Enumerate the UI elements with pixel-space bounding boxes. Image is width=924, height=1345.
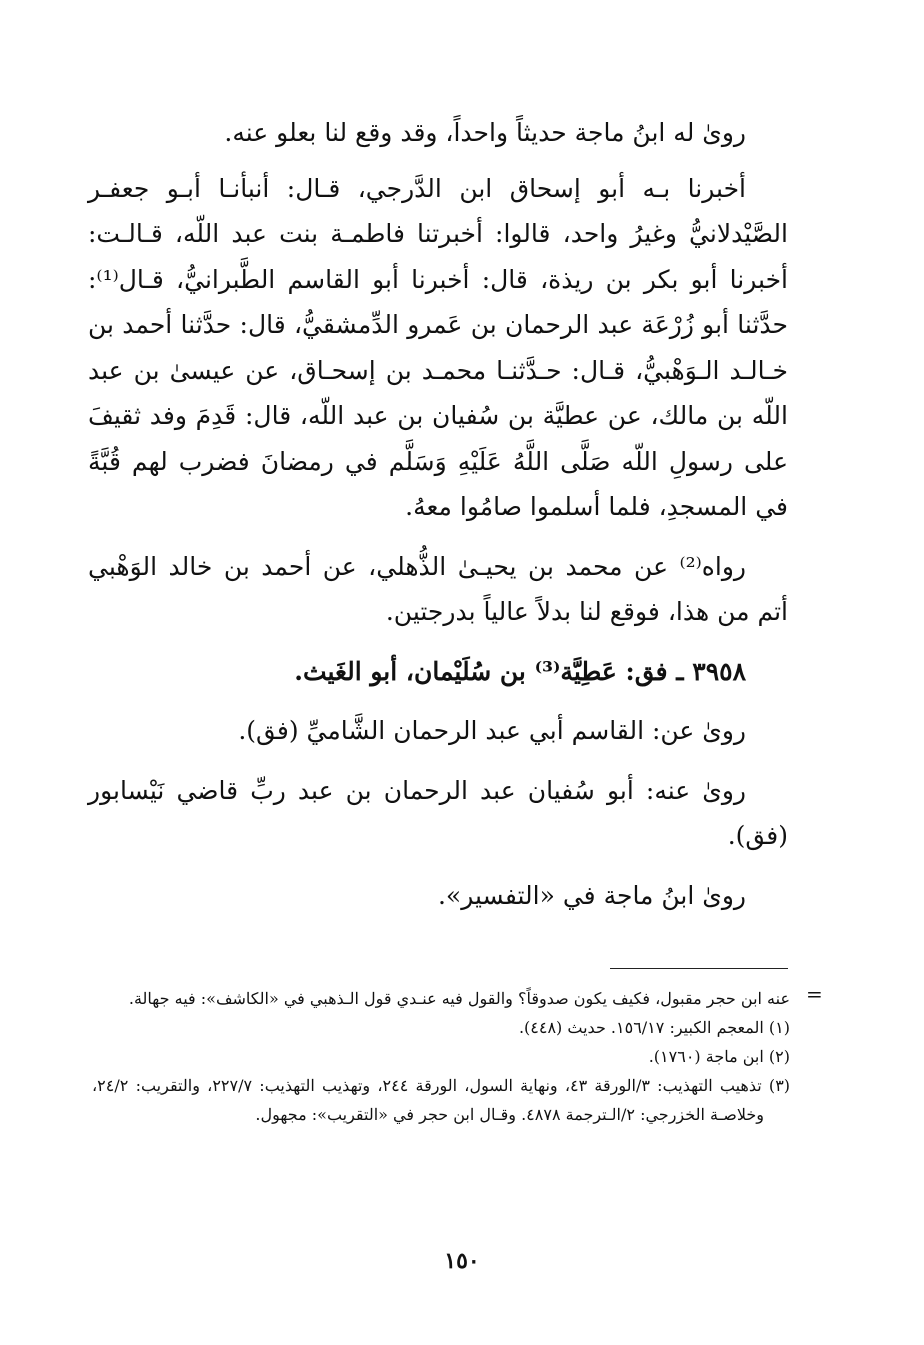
main-text [88, 110, 788, 932]
ibn-majah-note: رویٰ ابنُ ماجة في «التفسير». [437, 880, 746, 910]
transmission-paragraph: رواه⁽²⁾ عن محمد بن يحيـىٰ الذُّهلي، عن أحمد بن خالد الوَهْبي أتم من هذا، فوقع لنا بدلاً عالياً بدرجتين. [88, 551, 788, 626]
isnad-paragraph: أخبرنا بـه أبو إسحاق ابن الدَّرجي، قـال: أنبأنـا أبـو جعفـر الصَّيْدلانيُّ وغيرُ واحد، قالوا: أخبرتنا فاطمـة بنت عبد اللّه، قـالـت: أخبرنا أبو بكر بن ريذة، قال: أخبرنا أبو القاسم الطَّبرانيُّ، قـال⁽¹⁾: حدَّثنا أبو زُرْعَة عبد الرحمان بن عَمرو الدِّمشقيُّ، قال: حدَّثنا أحمد بن خـالـد الـوَهْبيُّ، قـال: حـدَّثنـا محمـد بن إسحـاق، عن عيسىٰ بن عبد اللّه بن مالك، عن عطيَّة بن سُفيان بن عبد اللّه، قال: قَدِمَ وفد ثقيفَ على رسولِ اللّه صَلَّى اللَّهُ عَلَيْهِ وَسَلَّم في رمضانَ فضرب لهم قُبَّةً في المسجدِ، فلما أسلموا صامُوا معهُ. [88, 173, 788, 521]
footnotes [92, 984, 790, 1129]
page-number: ١٥٠ [444, 1248, 480, 1274]
narrated-by-line: رویٰ عنه: أبو سُفيان عبد الرحمان بن عبد ربِّ قاضي نَيْسابور (فق). [88, 775, 788, 850]
footnote-continuation-mark: = [806, 982, 823, 1006]
narrated-from-line: رویٰ عن: القاسم أبي عبد الرحمان الشَّاميِّ (فق). [238, 716, 746, 745]
biography-entry-heading: ٣٩٥٨ ـ فق: عَطِيَّة⁽³⁾ بن سُلَيْمان، أبو الغَيث. [294, 656, 746, 686]
narration-paragraph: رویٰ له ابنُ ماجة حديثاً واحداً، وقد وقع لنا بعلو عنه. [224, 118, 746, 147]
footnote-separator [610, 968, 788, 969]
footnote-continuation: عنه ابن حجر مقبول، فكيف يكون صدوقاً؟ والقول فيه عنـدي قول الـذهبي في «الكاشف»: فيه جهالة. [128, 989, 790, 1008]
footnote-2: (٢) ابن ماجة (١٧٦٠). [648, 1047, 790, 1066]
footnote-3: (٣) تذهيب التهذيب: ٣/الورقة ٤٣، ونهاية السول، الورقة ٢٤٤، وتهذيب التهذيب: ٢٢٧/٧، والتقريب: ٢٤/٢، وخلاصـة الخزرجي: ٢/الـترجمة ٤٨٧٨. وقـال ابن حجر في «التقريب»: مجهول. [92, 1076, 791, 1124]
footnote-1: (١) المعجم الكبير: ١٥٦/١٧. حديث (٤٤٨). [518, 1018, 790, 1037]
